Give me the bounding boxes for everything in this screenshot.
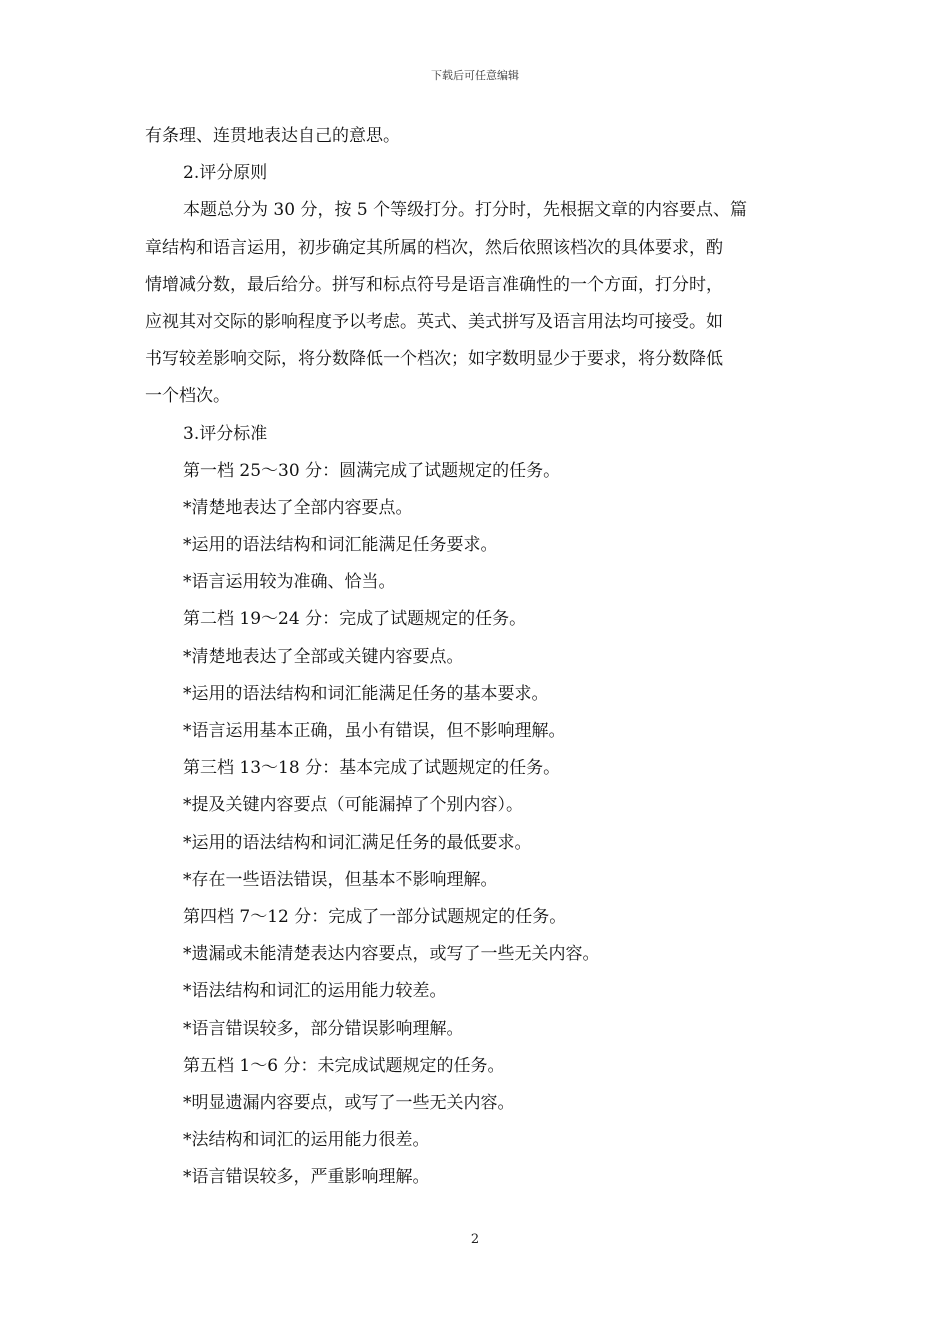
text-line: *清楚地表达了全部或关键内容要点。 (183, 646, 464, 667)
text-line: *语言运用基本正确，虽小有错误，但不影响理解。 (183, 721, 566, 741)
section-heading: 3.评分标准 (183, 423, 268, 444)
document-body (145, 118, 810, 1196)
text-line: 有条理、连贯地表达自己的意思。 (145, 126, 400, 146)
text-line: *运用的语法结构和词汇满足任务的最低要求。 (183, 832, 532, 853)
text-line: *语言错误较多，部分错误影响理解。 (183, 1018, 464, 1039)
text-line: 章结构和语言运用，初步确定其所属的档次，然后依照该档次的具体要求，酌 (145, 237, 723, 258)
text-line: *语法结构和词汇的运用能力较差。 (183, 981, 447, 1002)
text-line: 第三档 13～18 分：基本完成了试题规定的任务。 (183, 758, 561, 779)
page-number: 2 (470, 1232, 480, 1247)
text-line: 第二档 19～24 分：完成了试题规定的任务。 (183, 609, 527, 630)
text-line: 一个档次。 (145, 386, 230, 407)
text-line: 第一档 25～30 分：圆满完成了试题规定的任务。 (183, 460, 561, 481)
text-line: *法结构和词汇的运用能力很差。 (183, 1130, 430, 1151)
text-line: *遗漏或未能清楚表达内容要点，或写了一些无关内容。 (183, 944, 600, 965)
text-line: 第四档 7～12 分：完成了一部分试题规定的任务。 (183, 906, 567, 927)
text-line: 2.评分原则 (183, 163, 268, 184)
page-header: 下载后可任意编辑 (431, 69, 519, 82)
text-line: *存在一些语法错误，但基本不影响理解。 (183, 869, 498, 890)
text-line: *语言错误较多，严重影响理解。 (183, 1167, 430, 1188)
text-line: 本题总分为 30 分，按 5 个等级打分。打分时，先根据文章的内容要点、篇 (183, 200, 748, 221)
text-line: *运用的语法结构和词汇能满足任务要求。 (183, 535, 498, 556)
text-line: 书写较差影响交际，将分数降低一个档次；如字数明显少于要求，将分数降低 (145, 349, 723, 370)
text-line: *运用的语法结构和词汇能满足任务的基本要求。 (183, 683, 549, 704)
text-line: 情增减分数，最后给分。拼写和标点符号是语言准确性的一个方面，打分时， (145, 274, 723, 295)
text-line: *提及关键内容要点（可能漏掉了个别内容）。 (183, 795, 523, 816)
text-line: *清楚地表达了全部内容要点。 (183, 497, 413, 518)
text-line: 第五档 1～6 分：未完成试题规定的任务。 (183, 1055, 505, 1076)
text-line: 应视其对交际的影响程度予以考虑。英式、美式拼写及语言用法均可接受。如 (145, 311, 723, 332)
text-line: *语言运用较为准确、恰当。 (183, 572, 396, 593)
text-line: *明显遗漏内容要点，或写了一些无关内容。 (183, 1092, 515, 1113)
